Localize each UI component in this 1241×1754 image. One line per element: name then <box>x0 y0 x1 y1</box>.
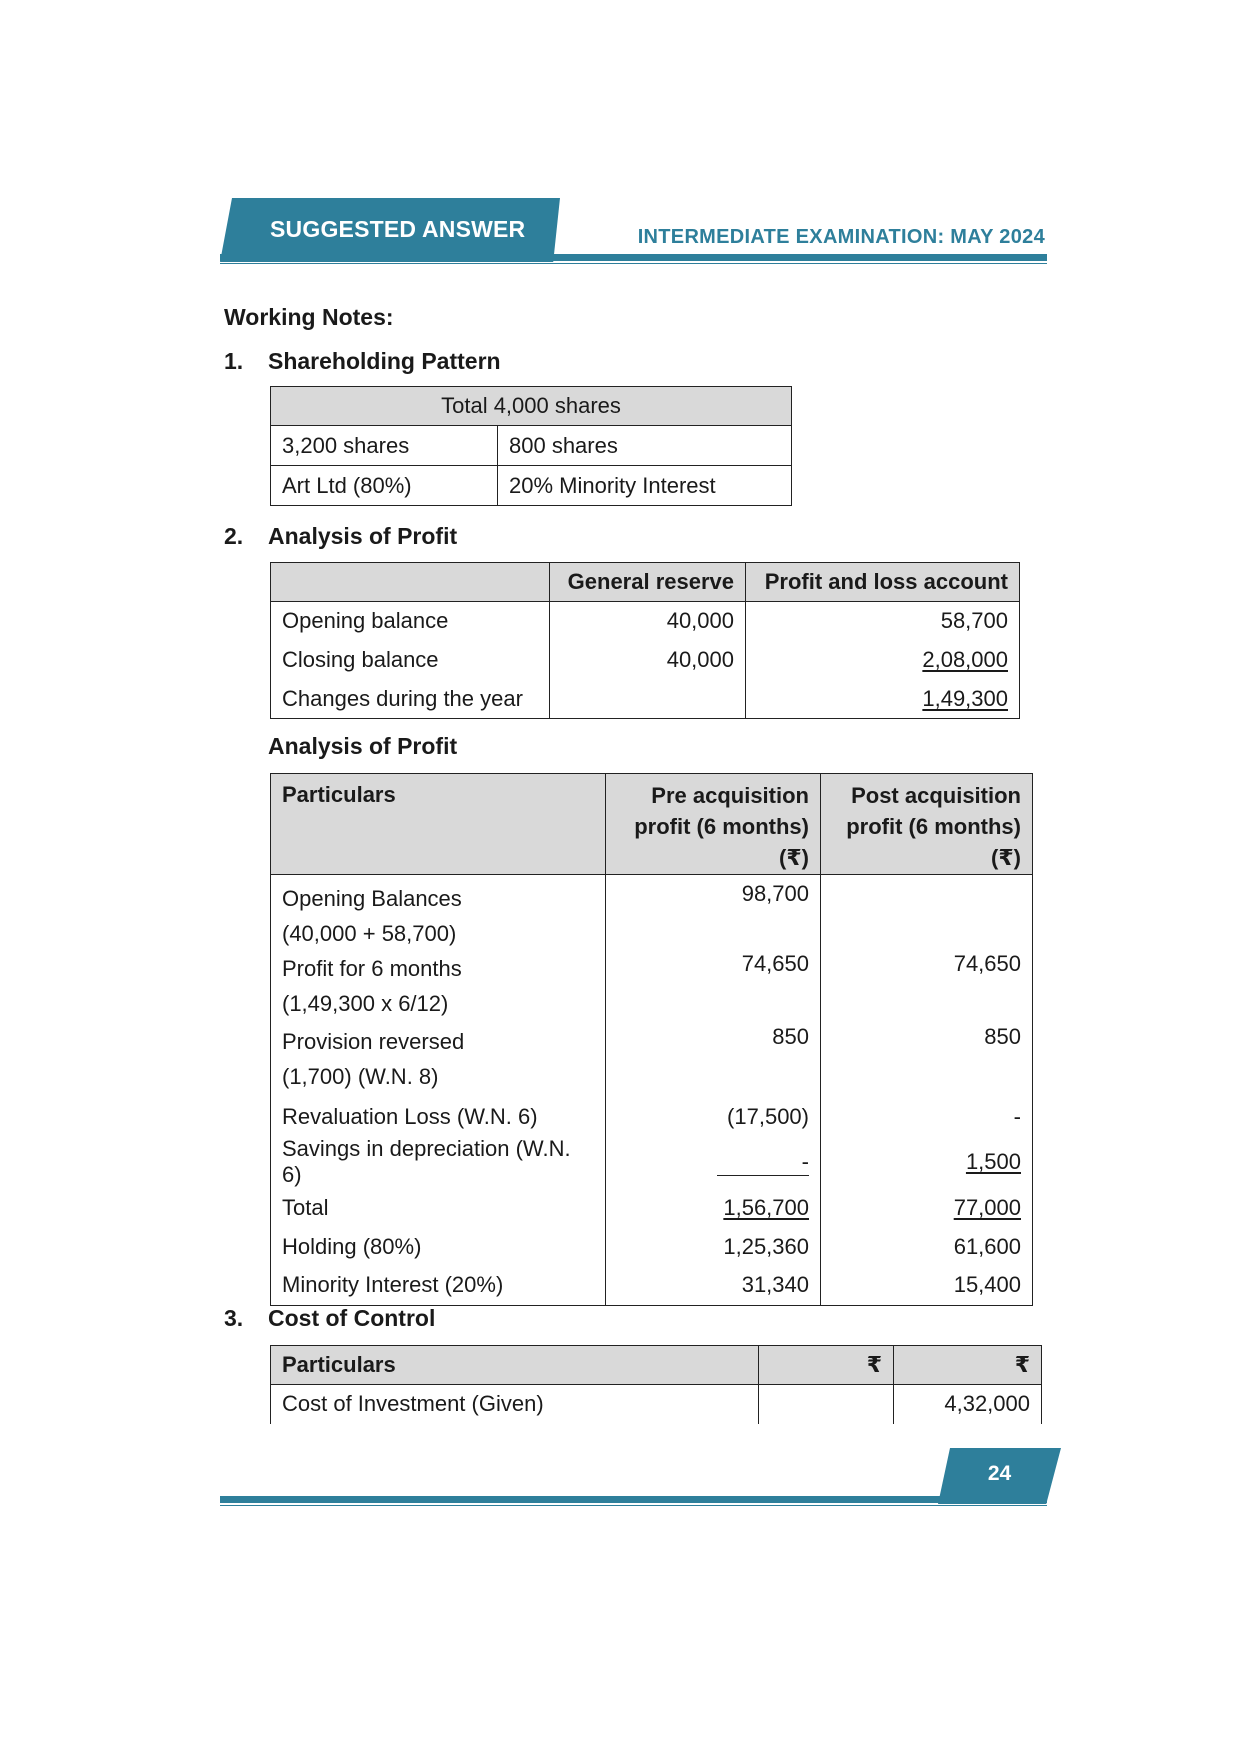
table-cell <box>759 1385 894 1424</box>
header-tab-label: SUGGESTED ANSWER <box>270 216 526 242</box>
table-row <box>271 1097 1033 1136</box>
table-cell: 4,32,000 <box>894 1385 1042 1424</box>
table-cell: 20% Minority Interest <box>498 466 792 506</box>
table-cell: 850 <box>606 1024 821 1097</box>
header-line: profit (6 months) <box>634 814 809 839</box>
table-header: Particulars <box>271 774 606 875</box>
table-cell: 1,25,360 <box>606 1227 821 1266</box>
profit-split-table <box>270 773 1033 1306</box>
section2-number: 2. <box>224 523 244 549</box>
table-row <box>271 1136 1033 1188</box>
table-row <box>271 875 1033 952</box>
shareholding-table <box>270 386 792 506</box>
section2-subtitle: Analysis of Profit <box>268 733 458 759</box>
table-cell: 1,56,700 <box>723 1194 809 1220</box>
table-header-post <box>821 774 1033 875</box>
row-sublabel: (1,700) (W.N. 8) <box>282 1064 439 1089</box>
row-label: Savings in depreciation (W.N. 6) <box>271 1136 606 1188</box>
table-cell: 3,200 shares <box>271 426 498 466</box>
header-line: Post acquisition <box>851 783 1021 808</box>
table-cell: 31,340 <box>606 1266 821 1305</box>
table-row <box>271 641 1020 680</box>
table-header <box>271 563 550 602</box>
table-cell: Cost of Investment (Given) <box>271 1385 759 1424</box>
table-header: ₹ <box>894 1346 1042 1385</box>
row-label: Opening Balances <box>282 886 462 911</box>
row-label: Total <box>271 1188 606 1227</box>
table-row <box>271 951 1033 1024</box>
table-cell: 1,500 <box>965 1149 1021 1174</box>
table-cell: Art Ltd (80%) <box>271 466 498 506</box>
section1-number: 1. <box>224 348 244 374</box>
header-line: profit (6 months) <box>846 814 1021 839</box>
header-line: (₹) <box>779 845 809 870</box>
table-row <box>271 1266 1033 1305</box>
table-row <box>271 602 1020 641</box>
table-cell: 40,000 <box>550 602 746 641</box>
footer-rule <box>220 1496 1047 1503</box>
row-label: Provision reversed <box>282 1029 465 1054</box>
table-cell: 40,000 <box>550 641 746 680</box>
table-cell: - <box>821 1097 1033 1136</box>
table-row <box>271 1227 1033 1266</box>
table-cell: 15,400 <box>821 1266 1033 1305</box>
table-cell: 58,700 <box>746 602 1020 641</box>
table-cell: Changes during the year <box>271 680 550 719</box>
table-cell: 2,08,000 <box>922 647 1008 672</box>
table-cell: Closing balance <box>271 641 550 680</box>
header-rule <box>220 254 1047 261</box>
table-cell: 74,650 <box>606 951 821 1024</box>
table-row <box>271 1188 1033 1227</box>
header-line: (₹) <box>991 845 1021 870</box>
row-sublabel: (1,49,300 x 6/12) <box>282 991 449 1016</box>
section3-number: 3. <box>224 1305 244 1331</box>
table-cell: 1,49,300 <box>922 685 1008 711</box>
page-number: 24 <box>987 1462 1012 1485</box>
cost-of-control-table <box>270 1345 1042 1424</box>
section2-title: Analysis of Profit <box>268 523 458 549</box>
header-rule-thin <box>220 263 1047 264</box>
table-cell: - <box>717 1149 809 1176</box>
table-cell <box>550 680 746 719</box>
table-cell <box>821 875 1033 952</box>
footer-rule-thin <box>220 1505 1047 1506</box>
table-cell: 74,650 <box>821 951 1033 1024</box>
table-cell: (17,500) <box>606 1097 821 1136</box>
table-cell: 98,700 <box>606 875 821 952</box>
working-notes-title: Working Notes: <box>224 304 394 330</box>
table-header: ₹ <box>759 1346 894 1385</box>
shareholding-total: Total 4,000 shares <box>271 387 792 426</box>
table-header: Particulars <box>271 1346 759 1385</box>
table-header-pre <box>606 774 821 875</box>
table-cell: Opening balance <box>271 602 550 641</box>
row-label: Revaluation Loss (W.N. 6) <box>271 1097 606 1136</box>
table-row <box>271 680 1020 719</box>
reserve-analysis-table <box>270 562 1020 719</box>
table-cell: 61,600 <box>821 1227 1033 1266</box>
section3-title: Cost of Control <box>268 1305 436 1331</box>
table-cell: 77,000 <box>953 1194 1021 1220</box>
table-cell: 850 <box>821 1024 1033 1097</box>
row-sublabel: (40,000 + 58,700) <box>282 921 457 946</box>
section1-title: Shareholding Pattern <box>268 348 501 374</box>
table-header: General reserve <box>550 563 746 602</box>
exam-title: INTERMEDIATE EXAMINATION: MAY 2024 <box>637 226 1045 248</box>
row-label: Minority Interest (20%) <box>271 1266 606 1305</box>
table-cell: 800 shares <box>498 426 792 466</box>
table-row <box>271 1024 1033 1097</box>
header-line: Pre acquisition <box>651 783 809 808</box>
row-label: Profit for 6 months <box>282 956 462 981</box>
row-label: Holding (80%) <box>271 1227 606 1266</box>
table-header: Profit and loss account <box>746 563 1020 602</box>
table-row <box>271 1385 1042 1424</box>
